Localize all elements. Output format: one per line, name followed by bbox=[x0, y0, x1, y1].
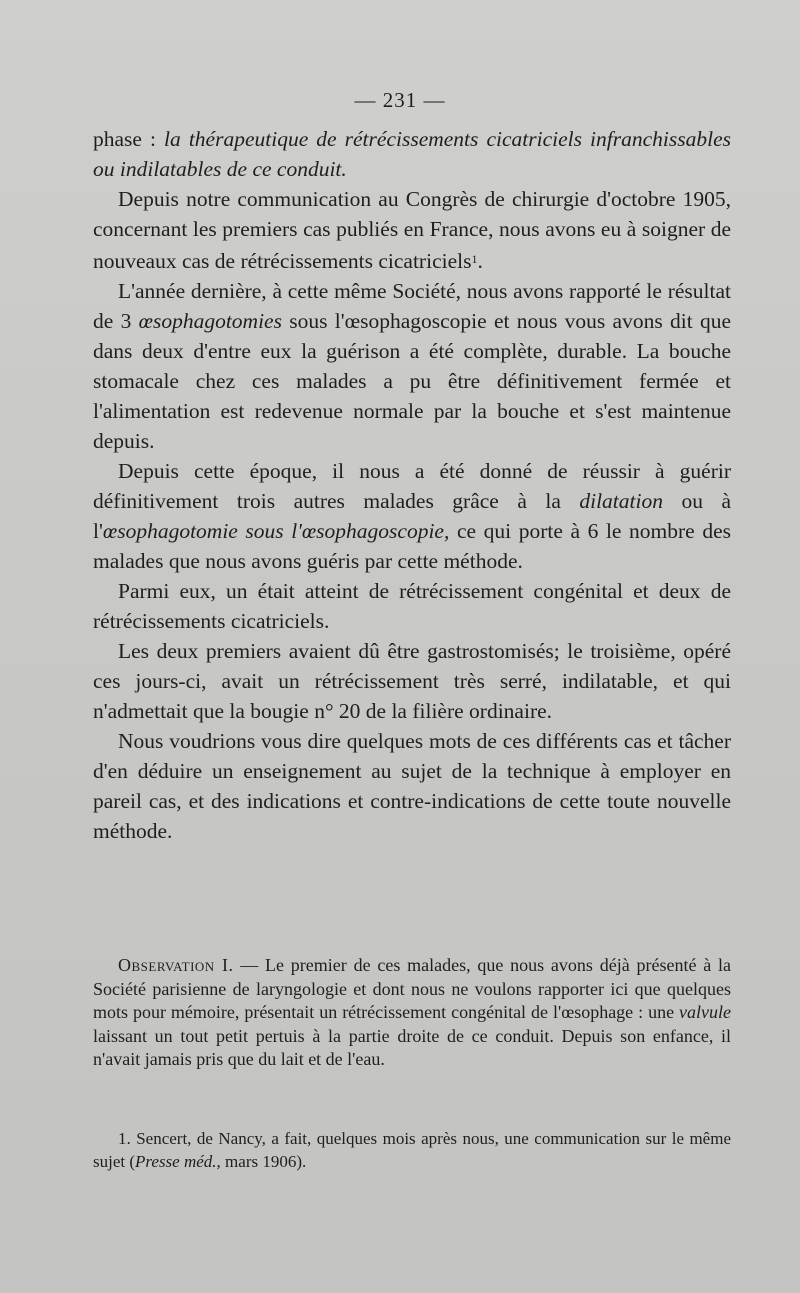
p3-b: sous l'œsophagoscopie et nous vous avons dit que dans deux d'entre eux la guérison a été complète, durable. La bouche stomacale chez ces malades a pu être définitivement fermée et l'alimentation est redevenue normale par la bouche et s'est maintenue depuis. bbox=[93, 309, 732, 453]
footnote-number: 1. bbox=[118, 1129, 131, 1148]
p2-text: Depuis notre communication au Congrès de chirurgie d'octobre 1905, concernant les premiers cas publiés en France, nous avons eu à soigner de nouveaux cas de rétrécissements cicatriciels bbox=[93, 187, 731, 273]
observation-b: laissant un tout petit pertuis à la partie droite de ce conduit. Depuis son enfance, il n'avait jamais pris que du lait et de l'eau. bbox=[93, 1025, 731, 1070]
footnote-reference: 1 bbox=[471, 252, 478, 266]
footnote-1 bbox=[93, 1128, 731, 1173]
p1-italic: la thérapeutique de rétrécissements cicatriciels infranchissables ou indilatables de ce conduit. bbox=[93, 127, 731, 181]
p4-a: Depuis cette époque, il nous a été donné de réussir à guérir définitivement trois autres malades grâce à la bbox=[93, 459, 731, 513]
p3-a: L'année dernière, à cette même Société, nous avons rapporté le résultat de 3 bbox=[93, 279, 731, 333]
main-text bbox=[93, 124, 731, 846]
paragraph-7: Nous voudrions vous dire quelques mots de ces différents cas et tâcher d'en déduire un enseignement au sujet de la technique à employer en pareil cas, et des indications et contre-indications de cette toute nouvelle méthode. bbox=[93, 729, 731, 843]
paragraph-4 bbox=[93, 456, 731, 576]
footnote-b: mars 1906). bbox=[220, 1151, 307, 1171]
p3-italic: œsophagotomies bbox=[138, 309, 282, 333]
observation-block bbox=[93, 954, 731, 1072]
p4-b: ou à l' bbox=[93, 489, 731, 543]
p4-italic-1: dilatation bbox=[579, 489, 663, 513]
p4-c: ce qui porte à 6 le nombre des malades que nous avons guéris par cette méthode. bbox=[93, 519, 731, 573]
paragraph-2 bbox=[93, 184, 731, 276]
paragraph-3 bbox=[93, 276, 731, 456]
paragraph-5: Parmi eux, un était atteint de rétrécissement congénital et deux de rétrécissements cicatriciels. bbox=[93, 579, 731, 633]
observation-label: Observation I. bbox=[118, 955, 234, 975]
footnote bbox=[93, 1128, 731, 1173]
paragraph-1 bbox=[93, 124, 731, 184]
footnote-a: Sencert, de Nancy, a fait, quelques mois après nous, une communication sur le même sujet ( bbox=[93, 1129, 731, 1171]
p1-lead: phase : bbox=[93, 127, 165, 151]
observation-a: — Le premier de ces malades, que nous avons déjà présenté à la Société parisienne de laryngologie et dont nous ne voulons rapporter ici que quelques mots pour mémoire, présentait un rétrécissement congénital de l'œsophage : une bbox=[93, 955, 731, 1023]
paragraph-6: Les deux premiers avaient dû être gastrostomisés; le troisième, opéré ces jours-ci, avait un rétrécissement très serré, indilatable, et qui n'admettait que la bougie n° 20 de la filière ordinaire. bbox=[93, 639, 731, 723]
p4-italic-2: œsophagotomie sous l'œsophagoscopie, bbox=[102, 519, 450, 543]
footnote-italic: Presse méd., bbox=[135, 1151, 221, 1171]
p2-tail: . bbox=[477, 249, 483, 273]
observation-1 bbox=[93, 954, 731, 1072]
observation-italic: valvule bbox=[679, 1002, 731, 1023]
page-number: — 231 — bbox=[354, 88, 446, 112]
